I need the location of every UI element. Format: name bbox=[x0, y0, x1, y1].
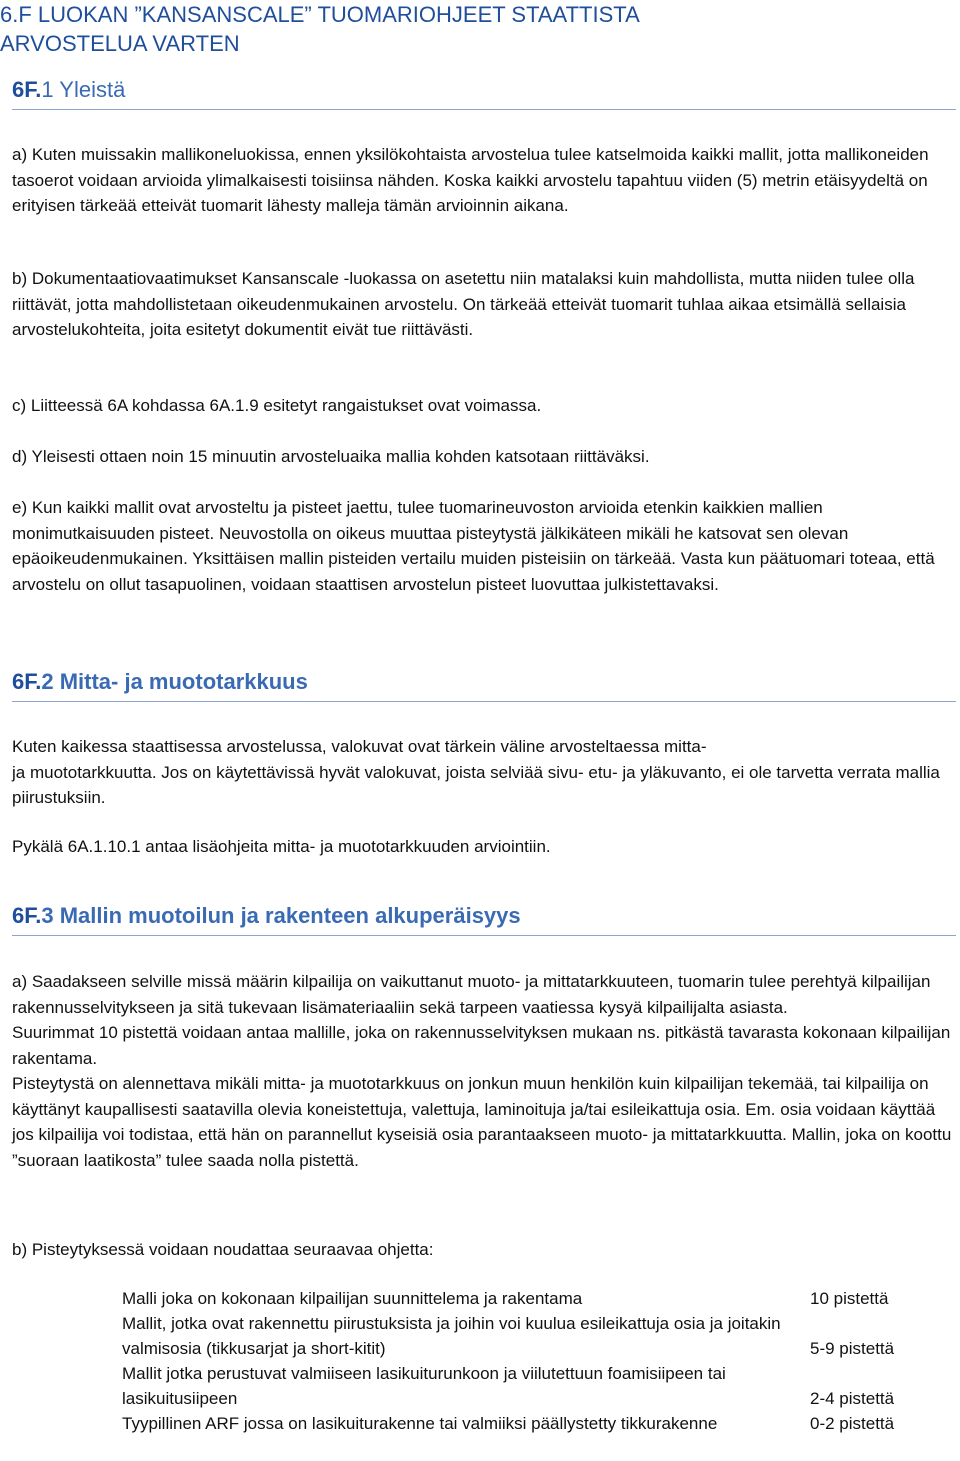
document-title-line-2: ARVOSTELUA VARTEN bbox=[0, 31, 240, 56]
paragraph-a-part-2: Suurimmat 10 pistettä voidaan antaa mallille, joka on rakennusselvityksen mukaan ns. pitkästä tavarasta kokonaan kilpailijan rakentama. bbox=[12, 1023, 951, 1068]
paragraph-photos bbox=[12, 734, 956, 811]
section-heading-mittatarkkuus bbox=[12, 669, 956, 702]
paragraph-photos-line-1: Kuten kaikessa staattisessa arvostelussa, valokuvat ovat tärkein väline arvosteltaessa mitta- bbox=[12, 737, 707, 756]
paragraph-a bbox=[12, 969, 956, 1173]
section-number: 6F. bbox=[12, 669, 42, 694]
points-row-label: Mallit, jotka ovat rakennettu piirustuksista ja joihin voi kuulua esileikattuja osia ja joitakin valmisosia (tikkusarjat ja short-kitit) bbox=[122, 1314, 781, 1358]
points-row bbox=[122, 1361, 942, 1411]
document-title-line-1: 6.F LUOKAN ”KANSANSCALE” TUOMARIOHJEET STAATTISTA bbox=[0, 2, 640, 27]
section-number: 6F. bbox=[12, 77, 42, 102]
paragraph-d: d) Yleisesti ottaen noin 15 minuutin arvosteluaika mallia kohden katsotaan riittäväksi. bbox=[12, 447, 650, 466]
points-row-label: Tyypillinen ARF jossa on lasikuiturakenne tai valmiiksi päällystetty tikkurakenne bbox=[122, 1414, 718, 1433]
points-row-value: 0-2 pistettä bbox=[810, 1414, 895, 1433]
points-row bbox=[122, 1311, 942, 1361]
paragraph-a-part-3: Pisteytystä on alennettava mikäli mitta- ja muototarkkuus on jonkun muun henkilön kuin kilpailijan tekemää, tai kilpailija on käyttänyt kaupallisesti saatavilla olevia koneistettuja, valettuja, laminoituja ja/tai esileikattuja osia. Em. osia voidaan käyttää jos kilpailija voi todistaa, että hän on parannellut kyseisiä osia parantaakseen muoto- ja mittatarkkuutta. Mallin, joka on koottu ”suoraan laatikosta” tulee saada nolla pistettä. bbox=[12, 1074, 952, 1170]
section-title: 2 Mitta- ja muototarkkuus bbox=[41, 669, 308, 694]
paragraph-a-part-1: a) Saadakseen selville missä määrin kilpailija on vaikuttanut muoto- ja mittatarkkuuteen, tuomarin tulee perehtyä kilpailijan rakennusselvitykseen ja sitä tukevaan lisämateriaaliin sekä tarpeen vaatiessa kysyä kilpailijalta asiasta. bbox=[12, 972, 931, 1017]
document-title bbox=[0, 0, 950, 58]
points-row-value: 10 pistettä bbox=[810, 1289, 889, 1308]
points-row-value: 2-4 pistettä bbox=[810, 1389, 895, 1408]
paragraph-photos-rest: ja muototarkkuutta. Jos on käytettävissä hyvät valokuvat, joista selviää sivu- etu- ja yläkuvanto, ei ole tarvetta verrata mallia piirustuksiin. bbox=[12, 762, 940, 807]
section-number: 6F. bbox=[12, 903, 42, 928]
paragraph-reference: Pykälä 6A.1.10.1 antaa lisäohjeita mitta- ja muototarkkuuden arviointiin. bbox=[12, 837, 551, 856]
section-heading-alkuperaisyys bbox=[12, 903, 956, 936]
paragraph-c: c) Liitteessä 6A kohdassa 6A.1.9 esitetyt rangaistukset ovat voimassa. bbox=[12, 396, 542, 415]
paragraph-b: b) Pisteytyksessä voidaan noudattaa seuraavaa ohjetta: bbox=[12, 1240, 434, 1259]
points-row bbox=[122, 1411, 942, 1436]
points-row-label: Malli joka on kokonaan kilpailijan suunnittelema ja rakentama bbox=[122, 1289, 583, 1308]
section-title: 3 Mallin muotoilun ja rakenteen alkuperäisyys bbox=[41, 903, 521, 928]
paragraph-b: b) Dokumentaatiovaatimukset Kansanscale -luokassa on asetettu niin matalaksi kuin mahdollista, mutta niiden tulee olla riittävät, jotta mahdollistetaan oikeudenmukainen arvostelu. On tärkeää etteivät tuomarit tuhlaa aikaa etsimällä sellaisia arvostelukohteita, joita esitetyt dokumentit eivät tue riittävästi. bbox=[12, 269, 915, 339]
paragraph-a: a) Kuten muissakin mallikoneluokissa, ennen yksilökohtaista arvostelua tulee katselmoida kaikki mallit, jotta mallikoneiden tasoerot voidaan arvioida ylimalkaisesti toisiinsa nähden. Koska kaikki arvostelu tapahtuu viiden (5) metrin etäisyydeltä on erityisen tärkeää etteivät tuomarit lähesty malleja tämän arvioinnin aikana. bbox=[12, 145, 929, 215]
paragraph-e: e) Kun kaikki mallit ovat arvosteltu ja pisteet jaettu, tulee tuomarineuvoston arvioida etenkin kaikkien mallien monimutkaisuuden pisteet. Neuvostolla on oikeus muuttaa pisteytystä jälkikäteen mikäli he katsovat sen olevan epäoikeudenmukainen. Yksittäisen mallin pisteiden vertailu muiden pisteisiin on tärkeää. Vasta kun päätuomari toteaa, että arvostelu on ollut tasapuolinen, voidaan staattisen arvostelun pisteet luovuttaa julkistettavaksi. bbox=[12, 498, 935, 594]
points-row-value: 5-9 pistettä bbox=[810, 1339, 895, 1358]
points-row-label: Mallit jotka perustuvat valmiiseen lasikuiturunkoon ja viilutettuun foamisiipeen tai lasikuitusiipeen bbox=[122, 1364, 726, 1408]
points-row bbox=[122, 1286, 942, 1311]
points-table bbox=[122, 1286, 942, 1436]
section-title: 1 Yleistä bbox=[41, 77, 126, 102]
section-heading-yleista bbox=[12, 77, 956, 110]
